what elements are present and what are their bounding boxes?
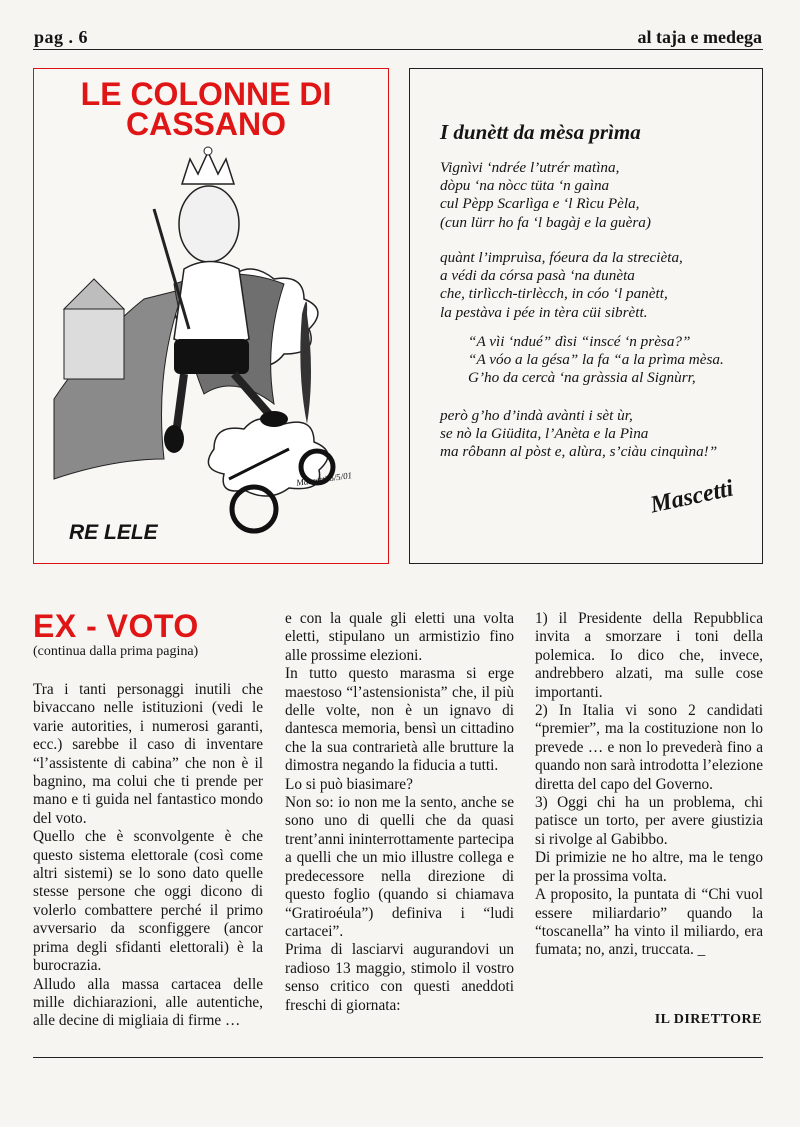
- article-signoff: IL DIRETTORE: [654, 1012, 762, 1027]
- footer-rule: [33, 1057, 763, 1058]
- col3-paragraph: Di primizie ne ho altre, ma le tengo per la prossima volta.: [535, 849, 763, 885]
- col2-paragraph: Prima di lasciarvi augurandovi un radioso 13 maggio, stimolo il vostro senso critico con questi aneddoti freschi di giornata:: [285, 941, 514, 1014]
- col2-paragraph: Non so: io non me la sento, anche se sono uno di quelli che da quasi trent’anni ininterrottamente partecipa a quelli che un mio illustre collega e predecessore nella direzione di questo foglio (quando si chiamava “Gratiroéula”) definiva i “ludi cartacei”.: [285, 794, 514, 940]
- poem-signature: Mascetti: [648, 475, 736, 519]
- article-subtitle: (continua dalla prima pagina): [33, 644, 199, 659]
- poem-stanza-2: quànt l’impruìsa, fóeura da la strecièta, a védi da córsa pasà ‘na dunèta che, tirlìcch-tirlècch, in cóo ‘l panètt, la pestàva i pée in tèra cüi sibrètt.: [440, 249, 683, 321]
- col3-paragraph: 2) In Italia vi sono 2 candidati “premier”, ma la costituzione non lo prevede … e non lo prevederà fino a quando non sarà introdotta l’elezione diretta del capo del Governo.: [535, 702, 763, 793]
- cartoon-title: [56, 76, 356, 142]
- cartoon-title-line1: LE COLONNE DI: [80, 76, 332, 112]
- article-column-3: [535, 610, 763, 960]
- col2-paragraph: Lo si può biasimare?: [285, 775, 413, 793]
- header-rule: [33, 49, 763, 50]
- poem-stanza-4: però g’ho d’indà avànti i sèt ùr, se nò la Giüdita, l’Anèta e la Pìna ma rôbann al pòst e, alùra, s’ciàu cinquìna!”: [440, 407, 718, 461]
- col3-paragraph: A proposito, la puntata di “Chi vuol essere miliardario” quando la “toscanella” ha vinto il miliardo, era fumata; no, anzi, truccata. _: [535, 886, 763, 959]
- article-column-2: [285, 610, 514, 1015]
- cartoon-caption: RE LELE: [69, 521, 158, 544]
- poem-stanza-3: “A vìi ‘ndué” dìsi “inscé ‘n prèsa?” “A vóo a la gésa” la fa “a la prìma mèsa. G’ho da cercà ‘na gràssia al Signùrr,: [468, 333, 724, 387]
- col2-paragraph: e con la quale gli eletti una volta eletti, stipulano un armistizio fino alle prossime elezioni.: [285, 610, 514, 664]
- cartoon-box: [33, 68, 389, 564]
- masthead-title: al taja e medega: [637, 27, 762, 47]
- cartoon-title-line2: CASSANO: [125, 106, 286, 142]
- col2-paragraph: In tutto questo marasma si erge maestoso “l’astensionista” che, il più delle volte, non è un ignavo di dantesca memoria, bensì un cittadino che la sua contrarietà alle brutture la dimostra negando la fiducia a tutti.: [285, 665, 514, 775]
- col1-paragraph: Alludo alla massa cartacea delle mille dichiarazioni, alle autentiche, alle decine di migliaia di firme …: [33, 975, 263, 1030]
- page-number: pag . 6: [34, 27, 89, 47]
- artist-signature: Mascetti 6/5/01: [295, 470, 353, 488]
- article-title: EX - VOTO: [33, 608, 199, 644]
- col3-paragraph: 1) il Presidente della Repubblica invita a smorzare i toni della polemica. Io dico che, invece, andrebbero alzati, ma sulle cose importanti.: [535, 610, 763, 701]
- col3-paragraph: 3) Oggi chi ha un problema, chi patisce un torto, per avere giustizia si rivolge al Gabibbo.: [535, 794, 763, 848]
- poem-title: I dunètt da mèsa prìma: [440, 120, 641, 144]
- poem-stanza-1: Vignìvi ‘ndrée l’utrér matìna, dòpu ‘na nòcc tüta ‘n gaìna cul Pèpp Scarlìga e ‘l Rìcu Pèla, (cun lürr ho fa ‘l bagàj e la guèra): [440, 159, 651, 231]
- cartoon-illustration: [34, 69, 388, 563]
- poem-box: [409, 68, 763, 564]
- col1-paragraph: Tra i tanti personaggi inutili che bivaccano nelle istituzioni (vedi le varie autorities, i numerosi garanti, ecc.) sarebbe il caso di inventare “l’assistente di cabina” che non è il bagnino, ma colui che ti prende per mano e ti guida nel fantastico mondo del voto.: [33, 681, 263, 827]
- col1-paragraph: Quello che è sconvolgente è che questo sistema elettorale (così come altri sistemi) se lo sono dato quelle stesse persone che oggi dicono di volerlo combattere perché il primo avversario da sconfiggere (ancor prima degli sfidanti elettorali) è la burocrazia.: [33, 828, 263, 975]
- article-column-1: [33, 681, 263, 1031]
